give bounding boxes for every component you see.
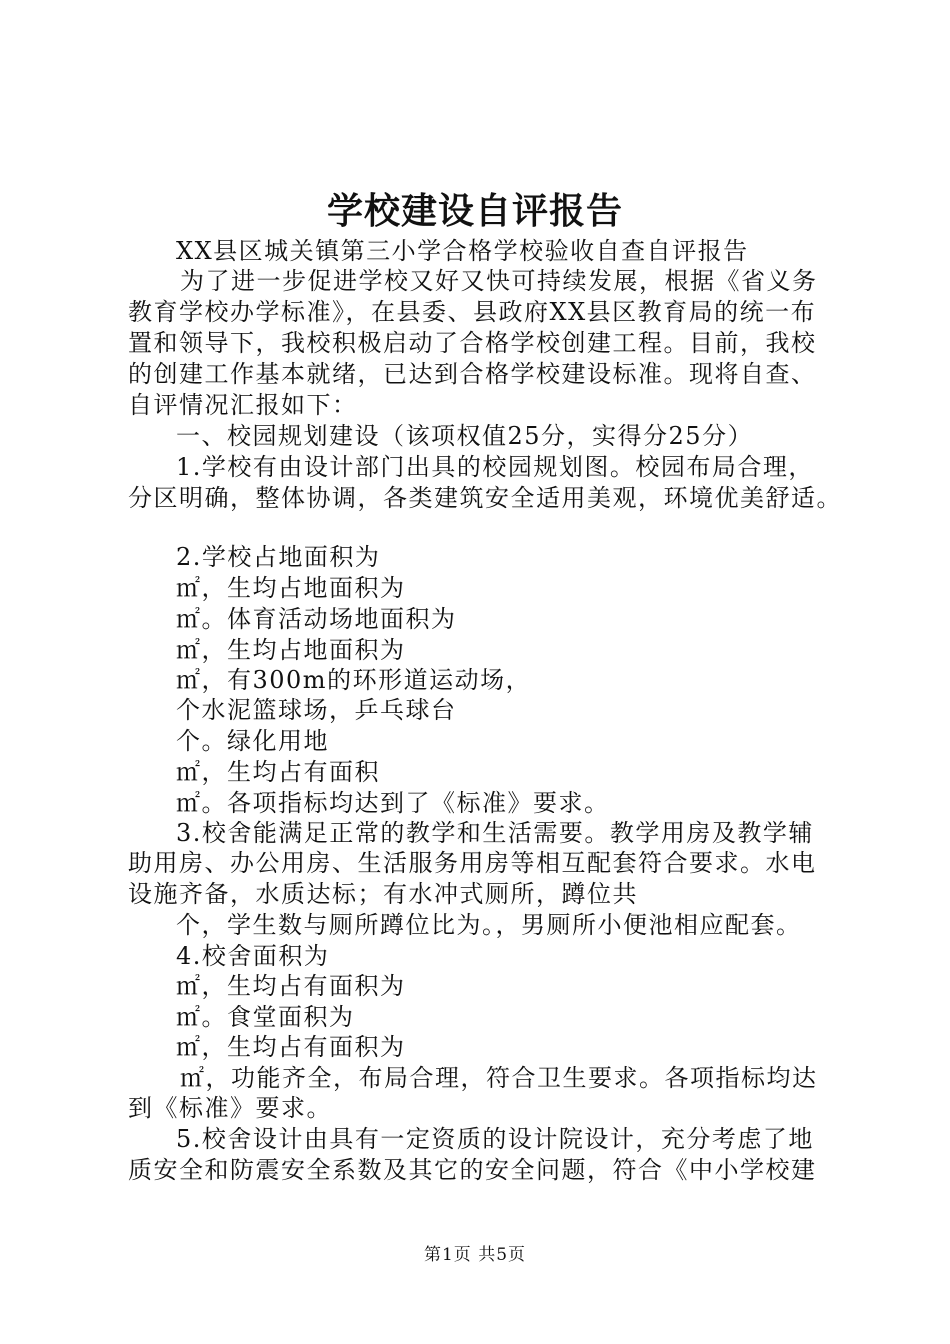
page-title: 学校建设自评报告 <box>326 191 623 232</box>
paragraph-line: 助用房、办公用房、生活服务用房等相互配套符合要求。水电 <box>128 849 817 877</box>
paragraph-line: 分区明确，整体协调，各类建筑安全适用美观，环境优美舒适。 <box>128 484 842 512</box>
paragraph-line: ㎡，生均占有面积为 <box>176 1033 406 1061</box>
paragraph-line: 为了进一步促进学校又好又快可持续发展，根据《省义务 <box>180 267 818 295</box>
paragraph-line: 的创建工作基本就绪，已达到合格学校建设标准。现将自查、 <box>128 360 817 388</box>
paragraph-line: 个，学生数与厕所蹲位比为。，男厕所小便池相应配套。 <box>176 911 802 939</box>
paragraph-line: ㎡。各项指标均达到了《标准》要求。 <box>176 789 610 817</box>
paragraph-line: 2.学校占地面积为 <box>176 543 381 571</box>
paragraph-line: 教育学校办学标准》，在县委、县政府XX县区教育局的统一布 <box>128 298 817 326</box>
paragraph-line: 设施齐备，水质达标；有水冲式厕所，蹲位共 <box>128 880 638 908</box>
paragraph-line: ㎡。体育活动场地面积为 <box>176 605 457 633</box>
page-footer: 第1页 共5页 <box>423 1245 527 1265</box>
paragraph-line: 4.校舍面积为 <box>176 942 330 970</box>
paragraph-line: ㎡，生均占有面积 <box>176 758 380 786</box>
paragraph-line: ㎡，功能齐全，布局合理，符合卫生要求。各项指标均达 <box>180 1064 818 1092</box>
paragraph-line: ㎡，生均占地面积为 <box>176 574 406 602</box>
paragraph-line: 个水泥篮球场，乒乓球台 <box>176 696 457 724</box>
paragraph-line: 3.校舍能满足正常的教学和生活需要。教学用房及教学辅 <box>176 819 814 847</box>
paragraph-line: ㎡，生均占有面积为 <box>176 972 406 1000</box>
paragraph-line: ㎡，有300m的环形道运动场， <box>176 666 532 694</box>
paragraph-line: 质安全和防震安全系数及其它的安全问题，符合《中小学校建 <box>128 1156 817 1184</box>
section-heading: 一、校园规划建设（该项权值25分，实得分25分） <box>176 422 754 450</box>
paragraph-line: 个。绿化用地 <box>176 727 329 755</box>
subtitle-line: XX县区城关镇第三小学合格学校验收自查自评报告 <box>176 237 749 265</box>
paragraph-line: 5.校舍设计由具有一定资质的设计院设计，充分考虑了地 <box>176 1125 814 1153</box>
paragraph-line: 置和领导下，我校积极启动了合格学校创建工程。目前，我校 <box>128 329 817 357</box>
paragraph-line: 1.学校有由设计部门出具的校园规划图。校园布局合理， <box>176 453 814 481</box>
paragraph-line: ㎡，生均占地面积为 <box>176 636 406 664</box>
paragraph-line: 自评情况汇报如下： <box>128 391 358 419</box>
paragraph-line: ㎡。食堂面积为 <box>176 1003 355 1031</box>
paragraph-line: 到《标准》要求。 <box>128 1094 332 1122</box>
